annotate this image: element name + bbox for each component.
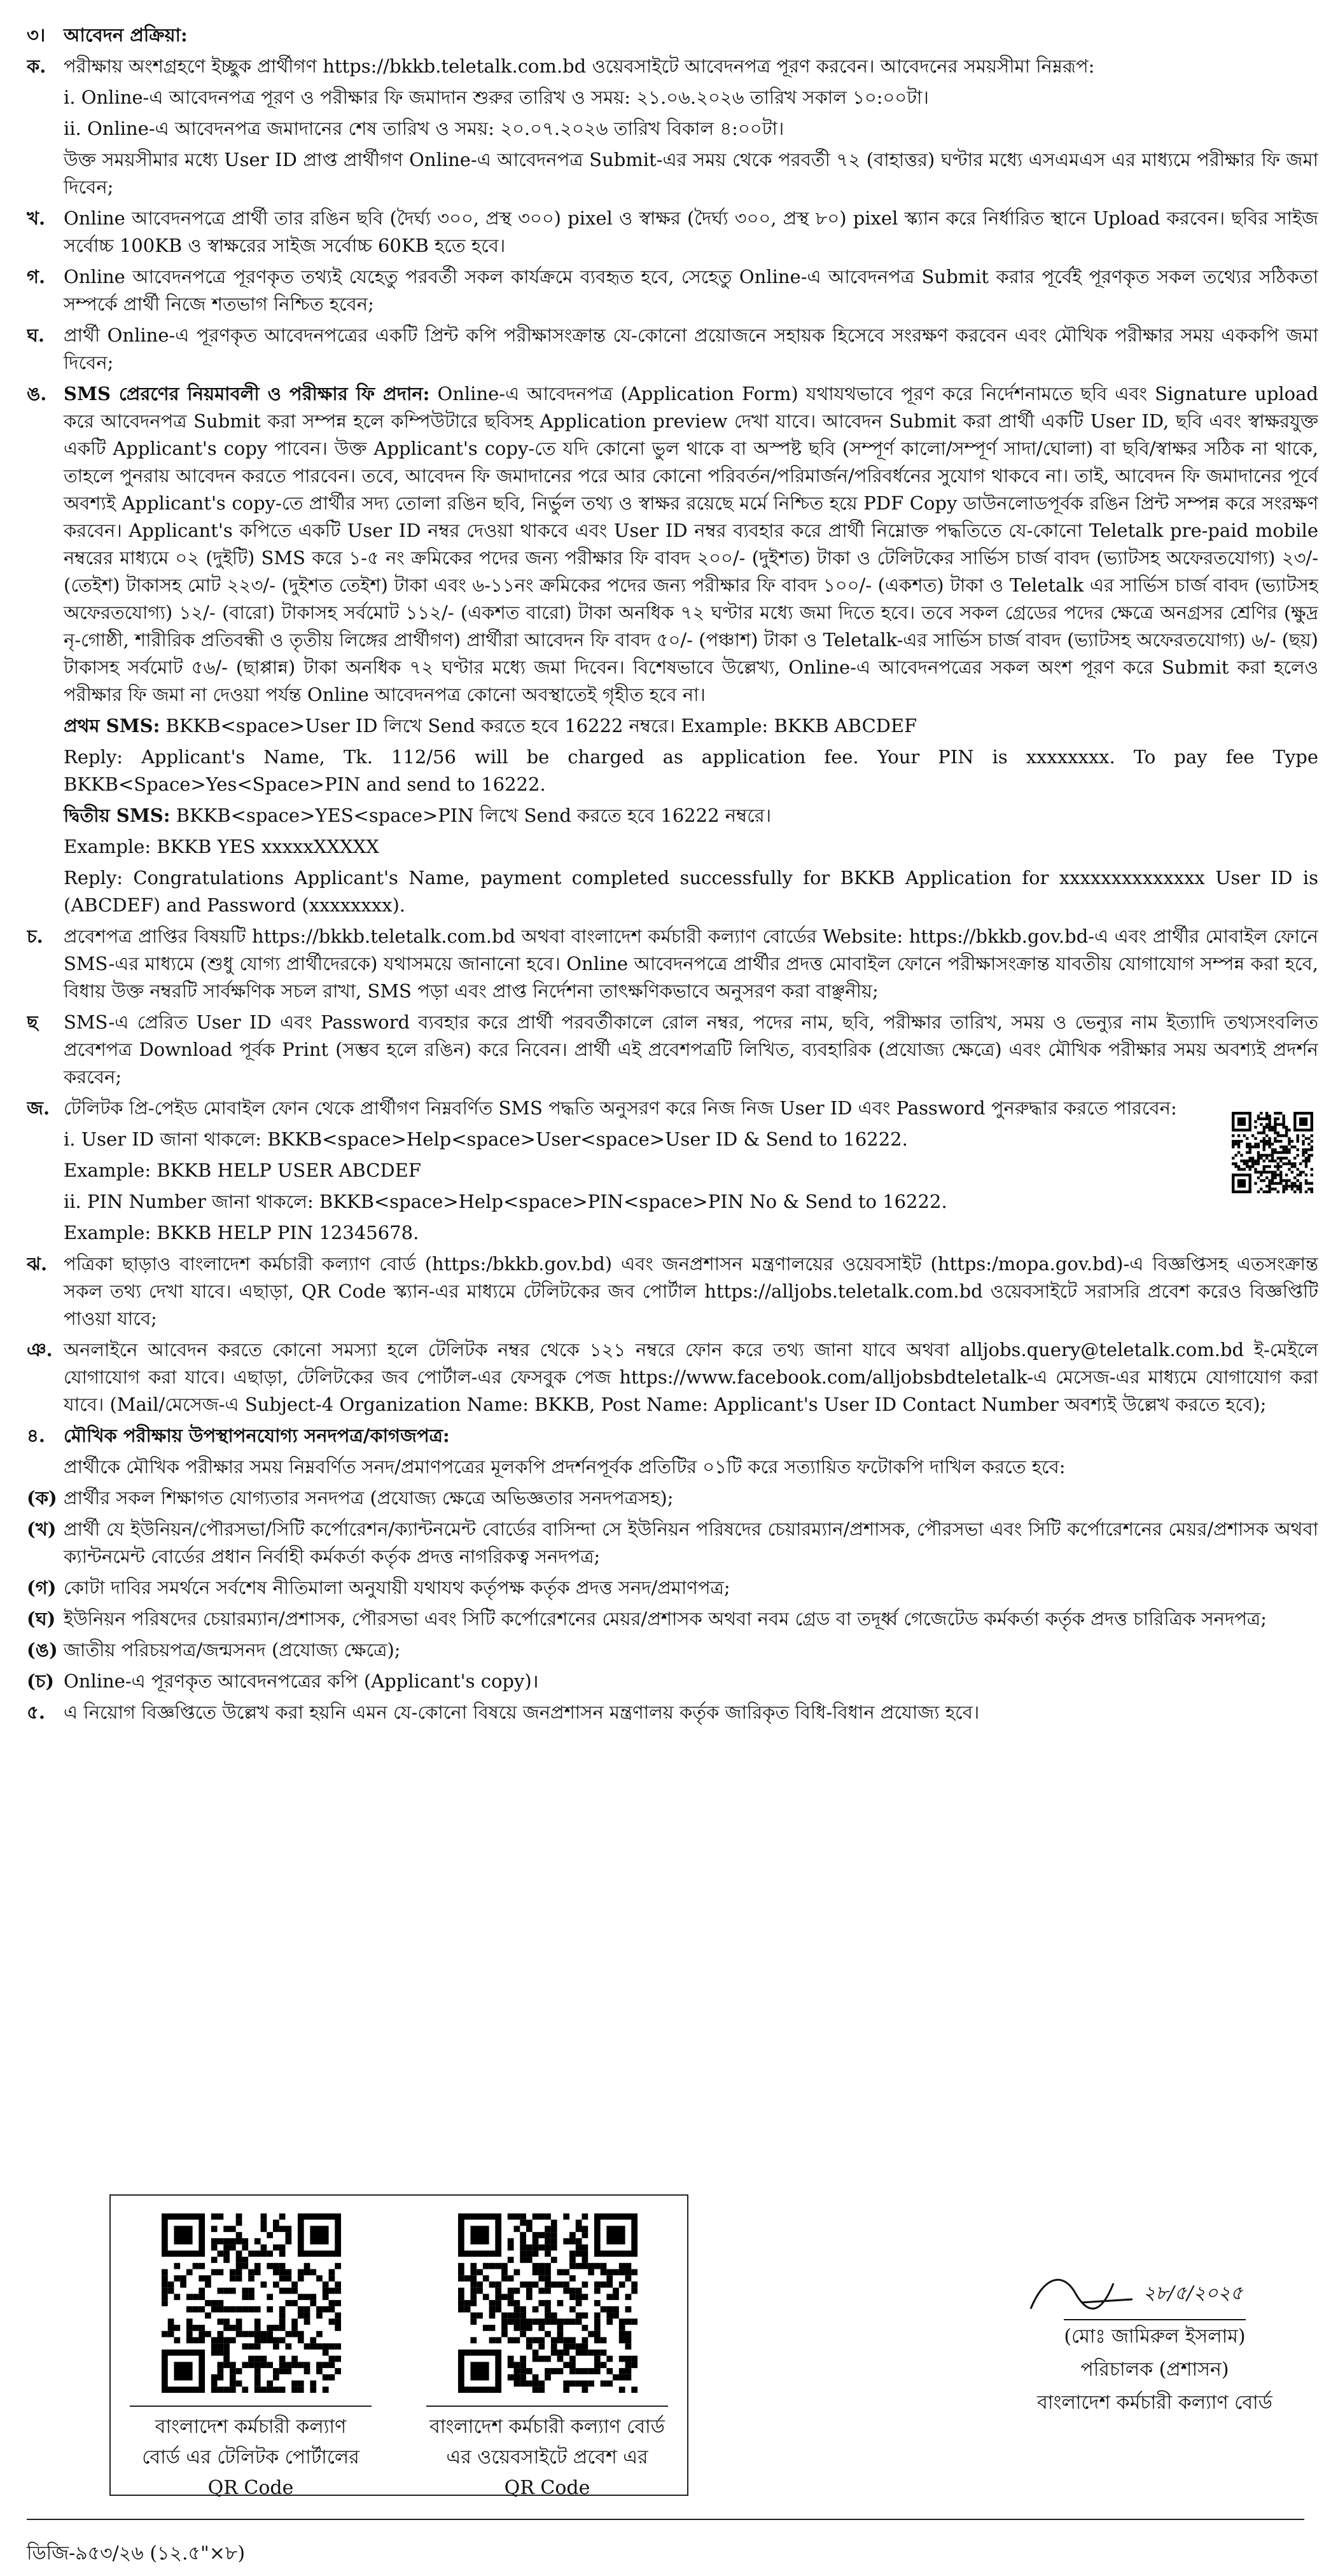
item-text: আবেদন প্রক্রিয়া: xyxy=(64,24,188,46)
signature-date: ২৮/৫/২০২৫ xyxy=(1143,2282,1243,2304)
notice-body xyxy=(27,22,1318,2197)
item-number: ঞ. xyxy=(27,1339,53,1361)
notice-item xyxy=(27,1574,1318,1602)
item-number: জ. xyxy=(27,1097,50,1119)
notice-item xyxy=(27,53,1318,80)
signatory-name: (মোঃ জামিরুল ইসলাম) xyxy=(1064,2319,1245,2353)
item-text xyxy=(64,380,1318,709)
item-text xyxy=(64,712,1318,740)
item-text: প্রার্থীকে মৌখিক পরীক্ষার সময় নিম্নবর্ণিত সনদ/প্রমাণপত্রের মূলকপি প্রদর্শনপূর্বক প্রতিটির ০১টি করে সত্যায়িত ফটোকপি দাখিল করতে হবে: xyxy=(64,1456,1066,1478)
notice-item xyxy=(27,1095,1318,1122)
notice-item xyxy=(27,1157,1318,1184)
item-text: ইউনিয়ন পরিষদের চেয়ারম্যান/প্রশাসক, পৌরসভা এবং সিটি কর্পোরেশনের মেয়র/প্রশাসক অথবা নবম গ্রেড বা তদূর্ধ্ব গেজেটেড কর্মকর্তা কর্তৃক প্রদত্ত চারিত্রিক সনদপত্র; xyxy=(64,1608,1267,1630)
item-text: Reply: Applicant's Name, Tk. 112/56 will be charged as application fee. Your PIN is xxxxxxxx. To pay fee Type BKKB<Space>Yes<Space>PIN and send to 16222. xyxy=(64,746,1318,795)
item-text: মৌখিক পরীক্ষায় উপস্থাপনযোগ্য সনদপত্র/কাগজপত্র: xyxy=(64,1425,450,1446)
item-text: i. User ID জানা থাকলে: BKKB<space>Help<space>User<space>User ID & Send to 16222. xyxy=(64,1128,908,1150)
item-text: প্রার্থীর সকল শিক্ষাগত যোগ্যতার সনদপত্র (প্রযোজ্য ক্ষেত্রে অভিজ্ঞতার সনদপত্রসহ); xyxy=(64,1487,674,1509)
notice-item xyxy=(27,744,1318,798)
qr-caption-teletalk: বাংলাদেশ কর্মচারী কল্যাণ বোর্ড এর টেলিটক পোর্টালের QR Code xyxy=(130,2406,372,2503)
item-text: i. Online-এ আবেদনপত্র পূরণ ও পরীক্ষার ফি জমাদান শুরুর তারিখ ও সময়: ২১.০৬.২০২৬ তারিখ সকাল ১০:০০টা। xyxy=(64,87,929,108)
item-text: ii. Online-এ আবেদনপত্র জমাদানের শেষ তারিখ ও সময়: ২০.০৭.২০২৬ তারিখ বিকাল ৪:০০টা। xyxy=(64,118,784,139)
item-lead: দ্বিতীয় SMS: xyxy=(64,805,171,826)
notice-item xyxy=(27,84,1318,111)
item-text: ii. PIN Number জানা থাকলে: BKKB<space>Help<space>PIN<space>PIN No & Send to 16222. xyxy=(64,1191,947,1212)
item-text xyxy=(64,802,1318,829)
notice-item xyxy=(27,1219,1318,1247)
item-text: পত্রিকা ছাড়াও বাংলাদেশ কর্মচারী কল্যাণ বোর্ড (https:/bkkb.gov.bd) এবং জনপ্রশাসন মন্ত্রণালয়ের ওয়েবসাইট (https:/mopa.gov.bd)-এ বিজ্ঞপ্তিসহ এতসংক্রান্ত সকল তথ্য দেখা যাবে। এছাড়া, QR Code স্ক্যান-এর মাধ্যমে টেলিটকের জব পোর্টাল https://alljobs.teletalk.com.bd ওয়েবসাইটে সরাসরি প্রবেশ করেও বিজ্ঞপ্তিটি পাওয়া যাবে; xyxy=(64,1253,1318,1329)
notice-item xyxy=(27,712,1318,740)
item-text: Online আবেদনপত্রে পূরণকৃত তথ্যই যেহেতু পরবর্তী সকল কার্যক্রমে ব্যবহৃত হবে, সেহেতু Online-এ আবেদনপত্র Submit করার পূর্বেই পূরণকৃত সকল তথ্যের সঠিকতা সম্পর্কে প্রার্থী নিজে শতভাগ নিশ্চিত হবেন; xyxy=(64,266,1318,315)
notice-item xyxy=(27,802,1318,829)
item-body: BKKB<space>User ID লিখে Send করতে হবে 16222 নম্বরে। Example: BKKB ABCDEF xyxy=(160,715,917,737)
item-text: Example: BKKB HELP PIN 12345678. xyxy=(64,1222,419,1243)
item-number: ঝ. xyxy=(27,1253,48,1275)
item-text: এ নিয়োগ বিজ্ঞপ্তিতে উল্লেখ করা হয়নি এমন যে-কোনো বিষয়ে জনপ্রশাসন মন্ত্রণালয় কর্তৃক জারিকৃত বিধি-বিধান প্রযোজ্য হবে। xyxy=(64,1701,980,1723)
item-lead: প্রথম SMS: xyxy=(64,715,160,737)
notice-item xyxy=(27,1126,1318,1153)
notice-item xyxy=(27,322,1318,377)
notice-item xyxy=(27,1699,1318,1726)
notice-item xyxy=(27,923,1318,1005)
item-text: উক্ত সময়সীমার মধ্যে User ID প্রাপ্ত প্রার্থীগণ Online-এ আবেদনপত্র Submit-এর সময় থেকে পরবর্তী ৭২ (বাহাত্তর) ঘণ্টার মধ্যে এসএমএস এর মাধ্যমে পরীক্ষার ফি জমা দিবেন; xyxy=(64,149,1318,198)
notice-item xyxy=(27,22,1318,49)
item-text: Reply: Congratulations Applicant's Name, payment completed successfully for BKKB Application for xxxxxxxxxxxxxx User ID is (ABCDEF) and Password (xxxxxxxx). xyxy=(64,867,1318,916)
notice-item xyxy=(27,1637,1318,1664)
footer-code: ডিজি-৯৫৩/২৬ (১২.৫"×৮) xyxy=(27,2542,246,2565)
notice-item xyxy=(27,1668,1318,1695)
qr-caption-website: বাংলাদেশ কর্মচারী কল্যাণ বোর্ড এর ওয়েবসাইটে প্রবেশ এর QR Code xyxy=(426,2406,668,2503)
item-number: ছ xyxy=(27,1011,38,1033)
item-number: ঘ. xyxy=(27,324,45,346)
item-number: ৪. xyxy=(27,1425,45,1446)
item-text: Example: BKKB HELP USER ABCDEF xyxy=(64,1160,421,1181)
notice-item xyxy=(27,1250,1318,1333)
notice-item xyxy=(27,1336,1318,1418)
item-text: কোটা দাবির সমর্থনে সর্বশেষ নীতিমালা অনুযায়ী যথাযথ কর্তৃপক্ষ কর্তৃক প্রদত্ত সনদ/প্রমাণপত্র; xyxy=(64,1577,730,1598)
item-number: (ঙ) xyxy=(27,1639,58,1661)
item-number: (ঘ) xyxy=(27,1608,56,1630)
item-number: ঙ. xyxy=(27,383,47,405)
item-number: গ. xyxy=(27,266,46,287)
item-body: Online-এ আবেদনপত্র (Application Form) যথাযথভাবে পূরণ করে নির্দেশনামতে ছবি এবং Signature upload করে আবেদনপত্র Submit করা সম্পন্ন হলে কম্পিউটারে ছবিসহ Application preview দেখা যাবে। আবেদন Submit করা প্রার্থী একটি User ID, ছবি এবং স্বাক্ষরযুক্ত একটি Applicant's copy পাবেন। উক্ত Applicant's copy-তে যদি কোনো ভুল থাকে বা অস্পষ্ট ছবি (সম্পূর্ণ কালো/সম্পূর্ণ সাদা/ঘোলা) বা ছবি/স্বাক্ষর সঠিক না থাকে, তাহলে পুনরায় আবেদন করতে পারবেন। তবে, আবেদন ফি জমাদানের পরে আর কোনো পরিবর্তন/পরিমার্জন/পরিবর্ধনের সুযোগ থাকবে না। তাই, আবেদন ফি জমাদানের পূর্বে অবশ্যই Applicant's copy-তে প্রার্থীর সদ্য তোলা রঙিন ছবি, নির্ভুল তথ্য ও স্বাক্ষর রয়েছে মর্মে নিশ্চিত হয়ে PDF Copy ডাউনলোডপূর্বক রঙিন প্রিন্ট সম্পন্ন করে সংরক্ষণ করবেন। Applicant's কপিতে একটি User ID নম্বর দেওয়া থাকবে এবং User ID নম্বর ব্যবহার করে প্রার্থী নিম্নোক্ত পদ্ধতিতে যে-কোনো Teletalk pre-paid mobile নম্বরের মাধ্যমে ০২ (দুইটি) SMS করে ১-৫ নং ক্রমিকের পদের জন্য পরীক্ষার ফি বাবদ ২০০/- (দুইশত) টাকা ও টেলিটকের সার্ভিস চার্জ বাবদ (ভ্যাটসহ অফেরতযোগ্য) ২৩/- (তেইশ) টাকাসহ মোট ২২৩/- (দুইশত তেইশ) টাকা এবং ৬-১১নং ক্রমিকের পদের জন্য পরীক্ষার ফি বাবদ ১০০/- (একশত) টাকা ও Teletalk এর সার্ভিস চার্জ বাবদ (ভ্যাটসহ অফেরতযোগ্য) ১২/- (বারো) টাকাসহ সর্বমোট ১১২/- (একশত বারো) টাকা অনধিক ৭২ ঘণ্টার মধ্যে জমা দিতে হবে। তবে সকল গ্রেডের পদের ক্ষেত্রে অনগ্রসর শ্রেণির (ক্ষুদ্র নৃ-গোষ্ঠী, শারীরিক প্রতিবন্ধী ও তৃতীয় লিঙ্গের প্রার্থীগণ) প্রার্থীরা আবেদন ফি বাবদ ৫০/- (পঞ্চাশ) টাকা ও Teletalk-এর সার্ভিস চার্জ বাবদ (ভ্যাটসহ অফেরতযোগ্য) ৬/- (ছয়) টাকাসহ সর্বমোট ৫৬/- (ছাপ্পান্ন) টাকা অনধিক ৭২ ঘণ্টার মধ্যে জমা দিবেন। বিশেষভাবে উল্লেখ্য, Online-এ আবেদনপত্রের সকল অংশ পূরণ করে Submit করা হলেও পরীক্ষার ফি জমা না দেওয়া পর্যন্ত Online আবেদনপত্র কোনো অবস্থাতেই গৃহীত হবে না। xyxy=(64,383,1318,705)
qr-code-website xyxy=(458,2213,638,2393)
item-number: খ. xyxy=(27,207,46,229)
item-text: Online-এ পূরণকৃত আবেদনপত্রের কপি (Applicant's copy)। xyxy=(64,1670,539,1692)
item-text: অনলাইনে আবেদন করতে কোনো সমস্যা হলে টেলিটক নম্বর থেকে ১২১ নম্বরে ফোন করে তথ্য জানা যাবে অথবা alljobs.query@teletalk.com.bd ই-মেইলে যোগাযোগ করা যাবে। এছাড়া, টেলিটকের জব পোর্টাল-এর ফেসবুক পেজ https://www.facebook.com/alljobsbdteletalk-এ মেসেজ-এর মাধ্যমে যোগাযোগ করা যাবে। (Mail/মেসেজ-এ Subject-4 Organization Name: BKKB, Post Name: Applicant's User ID Contact Number অবশ্যই উল্লেখ করতে হবে); xyxy=(64,1339,1318,1415)
notice-item xyxy=(27,1605,1318,1633)
item-text: Example: BKKB YES xxxxxXXXXX xyxy=(64,836,379,857)
item-number: (চ) xyxy=(27,1670,55,1692)
item-lead: SMS প্রেরণের নিয়মাবলী ও পরীক্ষার ফি প্রদান: xyxy=(64,383,430,405)
notice-item xyxy=(27,146,1318,201)
item-text: প্রবেশপত্র প্রাপ্তির বিষয়টি https://bkkb.teletalk.com.bd অথবা বাংলাদেশ কর্মচারী কল্যাণ বোর্ডের Website: https://bkkb.gov.bd-এ এবং প্রার্থীর মোবাইল ফোনে SMS-এর মাধ্যমে (শুধু যোগ্য প্রার্থীদেরকে) যথাসময়ে জানানো হবে। Online আবেদনপত্রে প্রার্থীর প্রদত্ত মোবাইল ফোনে পরীক্ষাসংক্রান্ত যাবতীয় যোগাযোগ সম্পন্ন করা হবে, বিধায় উক্ত নম্বরটি সার্বক্ষণিক সচল রাখা, SMS পড়া এবং প্রাপ্ত নির্দেশনা তাৎক্ষণিকভাবে অনুসরণ করা বাঞ্ছনীয়; xyxy=(64,925,1318,1002)
notice-item xyxy=(27,1485,1318,1512)
item-text: প্রার্থী যে ইউনিয়ন/পৌরসভা/সিটি কর্পোরেশন/ক্যান্টনমেন্ট বোর্ডের বাসিন্দা সে ইউনিয়ন পরিষদের চেয়ারম্যান/প্রশাসক, পৌরসভা এবং সিটি কর্পোরেশনের মেয়র/প্রশাসক অথবা ক্যান্টনমেন্ট বোর্ডের প্রধান নির্বাহী কর্মকর্তা কর্তৃক প্রদত্ত নাগরিকত্ব সনদপত্র; xyxy=(64,1518,1318,1567)
item-number: ৫. xyxy=(27,1701,45,1723)
footer-divider xyxy=(27,2519,1304,2520)
item-text: জাতীয় পরিচয়পত্র/জন্মসনদ (প্রযোজ্য ক্ষেত্রে); xyxy=(64,1639,401,1661)
item-number: ক. xyxy=(27,55,46,77)
item-number: (ক) xyxy=(27,1487,57,1509)
qr-code-teletalk xyxy=(162,2213,341,2393)
notice-item xyxy=(27,1009,1318,1091)
item-text: Online আবেদনপত্রে প্রার্থী তার রঙিন ছবি (দৈর্ঘ্য ৩০০, প্রস্থ ৩০০) pixel ও স্বাক্ষর (দৈর্ঘ্য ৩০০, প্রস্থ ৮০) pixel স্ক্যান করে নির্ধারিত স্থানে Upload করবেন। ছবির সাইজ সর্বোচ্চ 100KB ও স্বাক্ষরের সাইজ সর্বোচ্চ 60KB হতে হবে। xyxy=(64,207,1318,256)
signature-block xyxy=(1005,2264,1304,2420)
qr-code-small xyxy=(1232,1112,1313,1193)
item-text: SMS-এ প্রেরিত User ID এবং Password ব্যবহার করে প্রার্থী পরবর্তীকালে রোল নম্বর, পদের নাম, ছবি, পরীক্ষার তারিখ, সময় ও ভেন্যুর নাম ইত্যাদি তথ্যসংবলিত প্রবেশপত্র Download পূর্বক Print (সম্ভব হলে রঙিন) করে নিবেন। প্রার্থী এই প্রবেশপত্রটি লিখিত, ব্যবহারিক (প্রযোজ্য ক্ষেত্রে) এবং মৌখিক পরীক্ষার সময় অবশ্যই প্রদর্শন করবেন; xyxy=(64,1011,1318,1088)
notice-item xyxy=(27,263,1318,318)
item-text: প্রার্থী Online-এ পূরণকৃত আবেদনপত্রের একটি প্রিন্ট কপি পরীক্ষাসংক্রান্ত যে-কোনো প্রয়োজনে সহায়ক হিসেবে সংরক্ষণ করবেন এবং মৌখিক পরীক্ষার সময় এককপি জমা দিবেন; xyxy=(64,324,1318,373)
notice-item xyxy=(27,833,1318,861)
item-number: (গ) xyxy=(27,1577,57,1598)
notice-item xyxy=(27,1516,1318,1570)
item-number: ৩। xyxy=(27,24,46,46)
item-body: BKKB<space>YES<space>PIN লিখে Send করতে হবে 16222 নম্বরে। xyxy=(170,805,772,826)
signatory-title: পরিচালক (প্রশাসন) xyxy=(1080,2358,1229,2381)
item-number: (খ) xyxy=(27,1518,57,1540)
notice-item xyxy=(27,1188,1318,1215)
qr-code-panel xyxy=(109,2194,688,2499)
item-text: টেলিটক প্রি-পেইড মোবাইল ফোন থেকে প্রার্থীগণ নিম্নবর্ণিত SMS পদ্ধতি অনুসরণ করে নিজ নিজ User ID এবং Password পুনরুদ্ধার করতে পারবেন: xyxy=(64,1097,1177,1119)
notice-item xyxy=(27,864,1318,919)
notice-item xyxy=(27,1453,1318,1481)
notice-item xyxy=(27,205,1318,260)
notice-item xyxy=(27,380,1318,709)
notice-item xyxy=(27,115,1318,142)
notice-item xyxy=(27,1422,1318,1450)
signatory-org: বাংলাদেশ কর্মচারী কল্যাণ বোর্ড xyxy=(1037,2392,1272,2414)
item-number: চ. xyxy=(27,925,43,947)
item-text: পরীক্ষায় অংশগ্রহণে ইচ্ছুক প্রার্থীগণ https://bkkb.teletalk.com.bd ওয়েবসাইটে আবেদনপত্র পূরণ করবেন। আবেদনের সময়সীমা নিম্নরূপ: xyxy=(64,55,1095,77)
